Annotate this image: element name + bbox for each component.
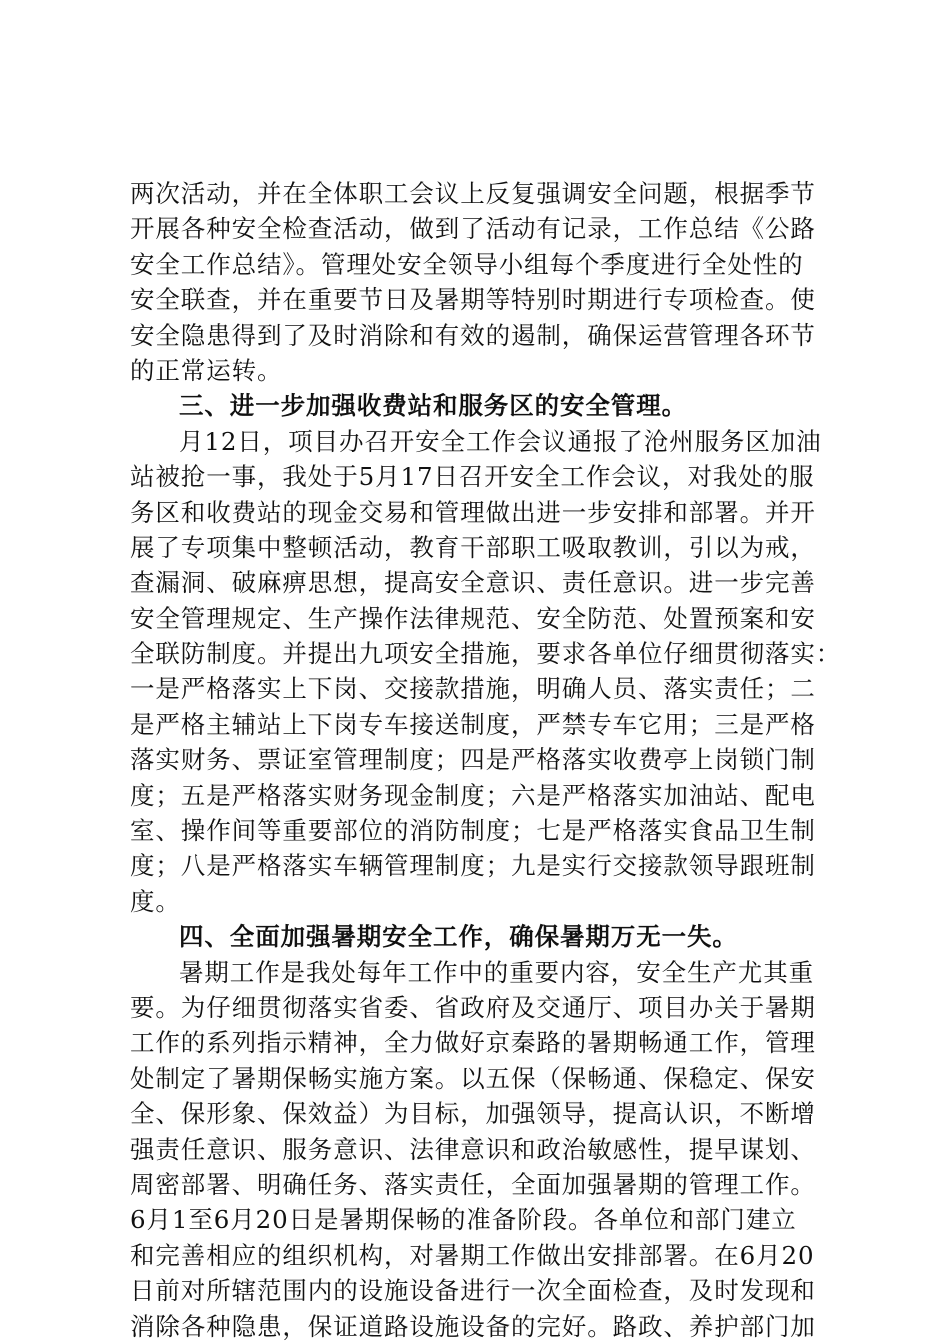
paragraph-line: 强责任意识、服务意识、法律意识和政治敏感性，提早谋划、 [130,1134,816,1164]
paragraph-line: 全联防制度。并提出九项安全措施，要求各单位仔细贯彻落实： [130,639,842,669]
paragraph-line: 落实财务、票证室管理制度；四是严格落实收费亭上岗锁门制 [130,745,816,775]
paragraph-line: 暑期工作是我处每年工作中的重要内容，安全生产尤其重 [179,957,814,987]
paragraph-line: 安全联查，并在重要节日及暑期等特别时期进行专项检查。使 [130,285,816,315]
section-heading: 三、进一步加强收费站和服务区的安全管理。 [179,391,687,421]
paragraph-line: 站被抢一事，我处于5月17日召开安全工作会议，对我处的服 [130,462,815,492]
paragraph-line: 月12日，项目办召开安全工作会议通报了沧州服务区加油 [179,426,822,456]
paragraph-line: 度；五是严格落实财务现金制度；六是严格落实加油站、配电 [130,780,816,810]
paragraph-line: 度。 [130,886,181,916]
paragraph-line: 和完善相应的组织机构，对暑期工作做出安排部署。在6月20 [130,1240,815,1270]
paragraph-line: 务区和收费站的现金交易和管理做出进一步安排和部署。并开 [130,497,816,527]
paragraph-line: 是严格主辅站上下岗专车接送制度，严禁专车它用；三是严格 [130,709,816,739]
paragraph-line: 一是严格落实上下岗、交接款措施，明确人员、落实责任；二 [130,674,816,704]
document-body [130,176,842,1344]
paragraph-line: 查漏洞、破麻痹思想，提高安全意识、责任意识。进一步完善 [130,568,816,598]
paragraph-line: 的正常运转。 [130,355,283,385]
paragraph-line: 度；八是严格落实车辆管理制度；九是实行交接款领导跟班制 [130,851,816,881]
paragraph-line: 消除各种隐患，保证道路设施设备的完好。路政、养护部门加 [130,1311,816,1341]
paragraph-line: 安全管理规定、生产操作法律规范、安全防范、处置预案和安 [130,603,816,633]
paragraph-line: 工作的系列指示精神，全力做好京秦路的暑期畅通工作，管理 [130,1028,816,1058]
paragraph-line: 6月1至6月20日是暑期保畅的准备阶段。各单位和部门建立 [130,1205,797,1235]
paragraph-line: 开展各种安全检查活动，做到了活动有记录，工作总结《公路 [130,214,816,244]
paragraph-line: 日前对所辖范围内的设施设备进行一次全面检查，及时发现和 [130,1276,816,1306]
paragraph-line: 全、保形象、保效益）为目标，加强领导，提高认识，不断增 [130,1099,816,1129]
paragraph-line: 两次活动，并在全体职工会议上反复强调安全问题，根据季节 [130,179,816,208]
paragraph-line: 安全隐患得到了及时消除和有效的遏制，确保运营管理各环节 [130,320,816,350]
paragraph-line: 处制定了暑期保畅实施方案。以五保（保畅通、保稳定、保安 [130,1063,816,1093]
paragraph-line: 周密部署、明确任务、落实责任，全面加强暑期的管理工作。 [130,1169,816,1199]
paragraph-line: 室、操作间等重要部位的消防制度；七是严格落实食品卫生制 [130,816,816,846]
paragraph-line: 要。为仔细贯彻落实省委、省政府及交通厅、项目办关于暑期 [130,992,816,1022]
section-heading: 四、全面加强暑期安全工作，确保暑期万无一失。 [179,922,738,952]
paragraph-line: 安全工作总结》。管理处安全领导小组每个季度进行全处性的 [130,249,804,279]
paragraph-line: 展了专项集中整顿活动，教育干部职工吸取教训，引以为戒， [130,532,816,562]
